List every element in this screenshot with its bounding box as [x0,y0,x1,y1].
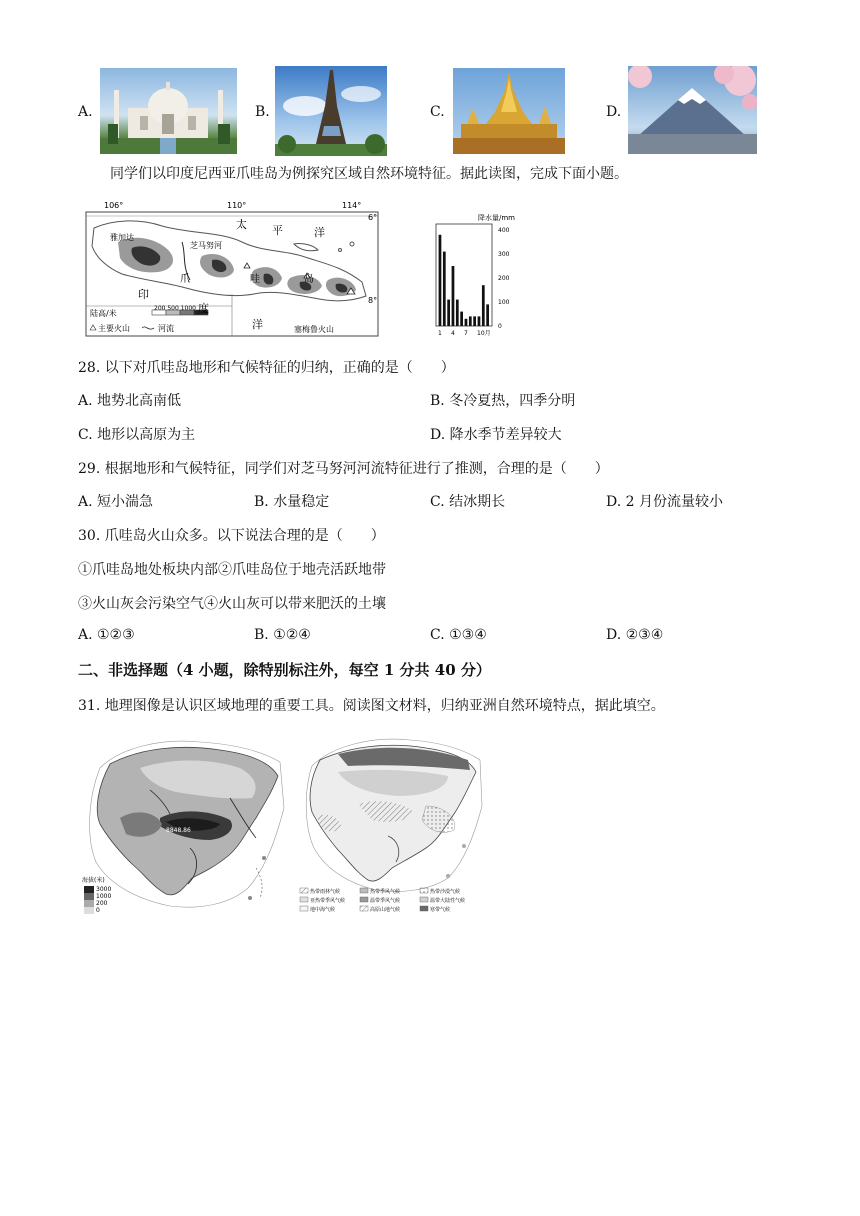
option-b-label: B. [255,104,270,120]
island-char-2: 哇 [250,274,260,285]
legend-values: 200 500 1000 [154,305,196,312]
indian-char-3: 洋 [252,318,263,331]
q30-option-c[interactable]: C. ①③④ [430,627,487,643]
rain-bar [465,319,468,326]
q30-statement-2: ③火山灰会污染空气④火山灰可以带来肥沃的土壤 [78,596,386,612]
q31-stem: 31. 地理图像是认识区域地理的重要工具。阅读图文材料，归纳亚洲自然环境特点，据此填空。 [78,698,665,714]
topo-legend-title: 海拔(米) [82,877,105,884]
mount-fuji-image [628,66,757,154]
climate-legend-swatch [420,906,428,911]
rain-bar [452,266,455,326]
rain-bar [486,304,489,326]
island-char-3: 岛 [304,274,314,285]
rain-bar [460,312,463,326]
q28-option-d[interactable]: D. 降水季节差异较大 [430,427,562,443]
indian-char-2: 度 [198,302,209,315]
rain-x-label: 10月 [477,330,491,337]
climate-legend-swatch [360,897,368,902]
eiffel-tower-image [275,66,387,156]
climate-legend-swatch [420,897,428,902]
q30-option-a[interactable]: A. ①②③ [78,627,135,643]
rain-y-tick: 300 [498,251,510,258]
lon-106: 106° [104,201,124,210]
q29-option-c[interactable]: C. 结冰期长 [430,494,506,510]
q30-stem: 30. 爪哇岛火山众多。以下说法合理的是（ ） [78,528,385,544]
rainfall-chart [428,210,524,338]
rain-chart-title: 降水量/mm [478,214,515,222]
climate-legend-label: 温带大陆性气候 [430,898,466,904]
legend-elevation: 陆高/米 [90,309,117,318]
pacific-char-3: 洋 [314,226,325,239]
rain-y-tick: 400 [498,227,510,234]
climate-legend-label: 寒带气候 [430,907,451,913]
section-2-heading: 二、非选择题（4 小题，除特别标注外，每空 1 分共 40 分） [78,661,491,679]
topo-legend-1000: 1000 [96,893,112,900]
java-island-map [82,198,382,340]
climate-legend-label: 热带季风气候 [370,889,401,895]
q29-option-d[interactable]: D. 2 月份流量较小 [606,494,723,510]
q28-option-c[interactable]: C. 地形以高原为主 [78,427,196,443]
q28-stem: 28. 以下对爪哇岛地形和气候特征的归纳，正确的是（ ） [78,360,455,376]
q30-statement-1: ①爪哇岛地处板块内部②爪哇岛位于地壳活跃地带 [78,562,386,578]
rain-x-label: 4 [451,330,455,337]
lon-110: 110° [227,201,247,210]
asia-topographic-map [80,728,290,918]
intro-text: 同学们以印度尼西亚爪哇岛为例探究区域自然环境特征。据此读图，完成下面小题。 [110,166,628,182]
asia-climate-map [298,726,484,918]
golden-pagoda-image [453,68,565,154]
lat-8: 8° [368,296,378,305]
topo-legend-0: 0 [96,907,100,914]
climate-legend-label: 高原山地气候 [370,907,401,913]
topo-legend-3000: 3000 [96,886,112,893]
pacific-char-2: 平 [272,224,283,237]
rain-bar [482,285,485,326]
volcano-label: 塞梅鲁火山 [294,325,334,334]
lon-114: 114° [342,201,362,210]
q30-option-b[interactable]: B. ①②④ [254,627,311,643]
option-d-label: D. [606,104,622,120]
pacific-char-1: 太 [236,218,247,231]
climate-legend-label: 温带季风气候 [370,898,401,904]
q29-option-a[interactable]: A. 短小湍急 [78,494,154,510]
climate-legend-swatch [420,888,428,893]
river-label: 芝马努河 [190,241,222,250]
rain-bar [478,316,481,326]
rain-bar [443,252,446,326]
option-c-label: C. [430,104,445,120]
q30-option-d[interactable]: D. ②③④ [606,627,664,643]
rain-bar [473,316,476,326]
rain-y-tick: 200 [498,275,510,282]
rain-bar [447,300,450,326]
climate-legend-swatch [300,906,308,911]
rain-x-label: 1 [438,330,442,337]
climate-legend-swatch [360,888,368,893]
topo-legend-200: 200 [96,900,108,907]
lat-6: 6° [368,213,378,222]
climate-legend-swatch [360,906,368,911]
q28-option-b[interactable]: B. 冬冷夏热，四季分明 [430,393,576,409]
climate-legend-label: 亚热带季风气候 [310,898,346,904]
q28-option-a[interactable]: A. 地势北高南低 [78,393,182,409]
indian-char-1: 印 [138,288,149,301]
climate-legend-swatch [300,897,308,902]
q29-option-b[interactable]: B. 水量稳定 [254,494,330,510]
rain-x-label: 7 [464,330,468,337]
rain-bar [469,316,472,326]
option-a-label: A. [78,104,93,120]
rain-bar [439,235,442,326]
rain-y-tick: 0 [498,323,502,330]
rain-y-tick: 100 [498,299,510,306]
climate-legend-label: 地中海气候 [310,907,336,913]
legend-volcano: 主要火山 [98,324,130,333]
island-char-1: 爪 [180,274,190,285]
taj-mahal-image [100,68,237,154]
climate-legend-swatch [300,888,308,893]
climate-legend-label: 热带雨林气候 [310,889,341,895]
peak-elevation-label: 8848.86 [166,827,191,834]
rain-bar [456,300,459,326]
climate-legend-label: 热带沙漠气候 [430,889,461,895]
q29-stem: 29. 根据地形和气候特征，同学们对芝马努河河流特征进行了推测，合理的是（ ） [78,461,609,477]
jakarta-label: 雅加达 [110,233,134,242]
legend-river: 河流 [158,324,174,333]
